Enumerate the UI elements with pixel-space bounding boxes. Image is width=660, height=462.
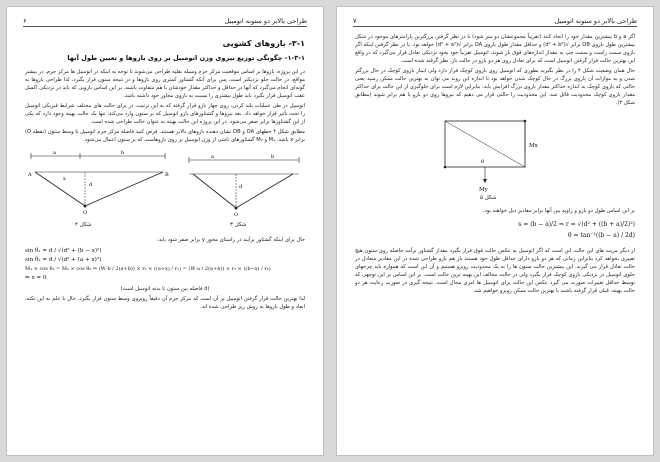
svg-text:A: A bbox=[28, 172, 32, 178]
paragraph: مطابق شکل ۴ خطهای OA و OB نشان دهنده بازوهای بالابر هستند. فرض کنید فاصله مرکز جرم اتومبیل تا وسط ستون (نقطه O) برابر x باشد. M₁ و M₂ گشتاورهای ناشی از وزن اتومبیل بر روی بازوهاست که بر ستون اعمال می‌شود. bbox=[25, 129, 305, 143]
figure-3-diagram bbox=[181, 150, 306, 220]
page-left bbox=[6, 6, 324, 456]
figure-4-caption: شکل ۴ bbox=[75, 222, 92, 228]
page-number: ۶ bbox=[23, 17, 27, 25]
figure-5-diagram bbox=[425, 113, 555, 193]
equation: M₁ × cos θ₁ = M₂ × cos θ₂ ⇒ (W·b / 2(a+b)) × r₁ × ((a+x) / r₁) = (W·a / 2(a+b)) × r₂ × ((b−x) / r₂) bbox=[25, 266, 271, 272]
page-body bbox=[355, 33, 635, 449]
page-number: ۷ bbox=[353, 17, 357, 25]
paragraph: بر این اساس طول دو بازو و زاویه بین آنها برابر مقادیر ذیل خواهند بود. bbox=[482, 208, 635, 214]
svg-text:B: B bbox=[165, 172, 169, 178]
header-title: طراحی بالابر دو ستونه اتومبیل bbox=[554, 17, 637, 25]
equation: ⇒ x = 0 bbox=[25, 275, 47, 281]
paragraph: اگر a و b بیشترین مقدار خود را اتخاذ کنند (تقریباً مجموعشان دو متر شود) با در نظر گرفتن بزرگترین پارامترهای موجود در شکل بیشترین طول بازوی OB برابر √(d² + b²) و حداقل مقدار طول بازوی OA برابر √(d² + a²) خواهد بود. با در نظر گرفتن اینکه اگر بازوی سمت راست و سمت چپ به مقدار اندازه‌های فوق باز شوند، اتومبیل تقریباً خود بخود نزدیکی تعادل قرار می‌گیرد که در واقع این بهترین حالت قرار گرفتن اتومبیل است که برای تعادل روی هر دو بازو در حالت باز، نظر گرفته شده است. bbox=[355, 34, 636, 64]
figure-5-caption: شکل ۵ bbox=[480, 195, 497, 201]
svg-text:O: O bbox=[83, 210, 88, 216]
figure-3-caption: شکل ۳ bbox=[230, 222, 247, 228]
svg-text:x: x bbox=[63, 176, 66, 182]
svg-text:a: a bbox=[211, 154, 214, 160]
paragraph: در این پروژه، بازوها بر اساس موقعیت مرکز جرم وسیله نقلیه طراحی می‌شوند تا توجه به اینکه در اتومبیل ها مرکز جرم، در بیشتر مواقع، در حالت جلو نزدیکتر است، پس برای آنکه گشتاور کمتری روی بازوها و در نتیجه ستون فرار بگیرد، لذا طراحی بازوها به گونه‌ای انجام می‌گیرد که آنها در حداقل و حداکثر مقدار خودشان با هم متفاوت باشند. بر این اساس بازویی که باید در نزدیکی اکسل عقب اتومبیل قرار بگیرد باید طول بیشتری را نسبت به بازوی مجاور خود داشته باشد. bbox=[25, 69, 305, 99]
figure-4-diagram bbox=[25, 150, 175, 220]
header-title: طراحی بالابر دو ستونه اتومبیل bbox=[224, 17, 307, 25]
paragraph: حال برای اینکه گشتاور برآیند در راستای محور y برابر صفر شود باید: bbox=[157, 237, 305, 243]
note: (d فاصله بین ستون تا بدنه اتومبیل است) bbox=[120, 286, 210, 292]
equation: sin θ₂ = d / √(d² + (a + x)²) bbox=[25, 257, 102, 263]
paragraph: حال همان وضعیت شکل ۴ را در نظر بگیرید بطوری که اتومبیل روی بازوی کوچک قرار دارد ولی اینبار بازوی کوچک در حال بزرگتر شدن و به موازات آن بازوی بزرگ در حال کوچک شدن خواهد بود تا اندازه این روند می توان به بهترین حالت ممکن رسید یعنی حالتی که بازوی کوچک به اندازه حداکثر مقدار بازوی بزرگ افزایش یابد. بنابراین لازم است برای جلوگیری از این حالت برای حداکثر مقدار بازوی کوچک محدودیت قائل شد. این محدودیت را حالتی قرار می دهیم که نیروها روی دو بازو با هم برابر شوند (مطابق شکل ۳). bbox=[355, 68, 636, 106]
page-header bbox=[23, 15, 307, 27]
svg-text:θ: θ bbox=[481, 159, 485, 165]
svg-text:b: b bbox=[271, 154, 275, 160]
fig5-mx-label: Mx bbox=[529, 143, 538, 149]
svg-text:a: a bbox=[53, 150, 56, 156]
subsection-heading: ۱-۳-۱- چگونگی توزیع نیروی وزن اتومبیل بر روی بازوها و تعیین طول آنها bbox=[67, 54, 305, 62]
figures-row bbox=[25, 150, 305, 232]
paragraph: لذا بهترین حالت قرار گرفتن اتومبیل بر آن است که مرکز جرم آن دقیقاً روبروی وسط ستون قرار بگیرد. حال با علم به این نکته، ابعاد و طول بازوها به روش زیر طراحی شده اند. bbox=[25, 296, 305, 310]
page-right bbox=[336, 6, 654, 456]
svg-text:d: d bbox=[239, 184, 243, 190]
page-body bbox=[25, 33, 305, 449]
svg-text:d: d bbox=[89, 182, 93, 188]
equation: sin θ₁ = d / √(d² + (b − x)²) bbox=[25, 248, 102, 254]
svg-text:b: b bbox=[121, 150, 125, 156]
paragraph: از دیگر مزیت های این حالت این است که اگر اتومبیل به عکس حالت فوق قرار بگیرد مقدار گشتاور برآمد حاصله روی ستون هیچ تغییری نخواهد کرد بنابراین زمانی که هر دو بازو دارای حداقل طول خود هستند باز هم بازو طراحی شده در این مقادیر متعادل در حالت تعادل قرار می گیرند. این بیشترین حالت ستون ها را به یک محدودیت روبرو هستیم و آن این است که همواره باید چرخهای جلوی اتومبیل در نزدیکی بازوی کوچک قرار بگیرد ولی در حالت مخالف این بهینه ترین حالت است. بر این اساس بر این توجهی که توسط حداقل تغییرات صورت می گیرد عکس این حالت برای اتومبیل ها امری محال است. نتیجه گیری در صورت رعایت هر دو حالت بهینه، قبلی قرار گرفته باشند با بهترین حالت ممکن روبرو خواهیم شد. bbox=[355, 248, 635, 294]
svg-text:O: O bbox=[234, 212, 239, 218]
equation: θ = tan⁻¹((b − a) / 2d) bbox=[568, 232, 635, 239]
equation: s = (b − a)/2 ⇒ r = √(d² + ((b + a)/2)²) bbox=[518, 221, 635, 228]
section-heading: ۳-۱- بازوهای کشویی bbox=[222, 39, 305, 48]
figure-5 bbox=[355, 113, 635, 205]
page-header bbox=[353, 15, 637, 27]
fig5-my-label: My bbox=[479, 187, 488, 193]
paragraph: اتومبیل در طی عملیات بلند کردن، روی چهار بازو قرار گرفته که به این ترتیب، در برای حالت های مختلف شرایط فیزیکی اتومبیل را تحت تأثیر قرار خواهد داد. بعد نیروها و گشتاورهای بازو اتومبیل که بر ستون وارد می‌کند، تنها یک حالت بهینه وجود دارد که یکی از این گشتاورها برابر صفر می‌شود. در این پروژه این حالت بهینه به عنوان حالت طراحی شده است. bbox=[25, 103, 305, 125]
